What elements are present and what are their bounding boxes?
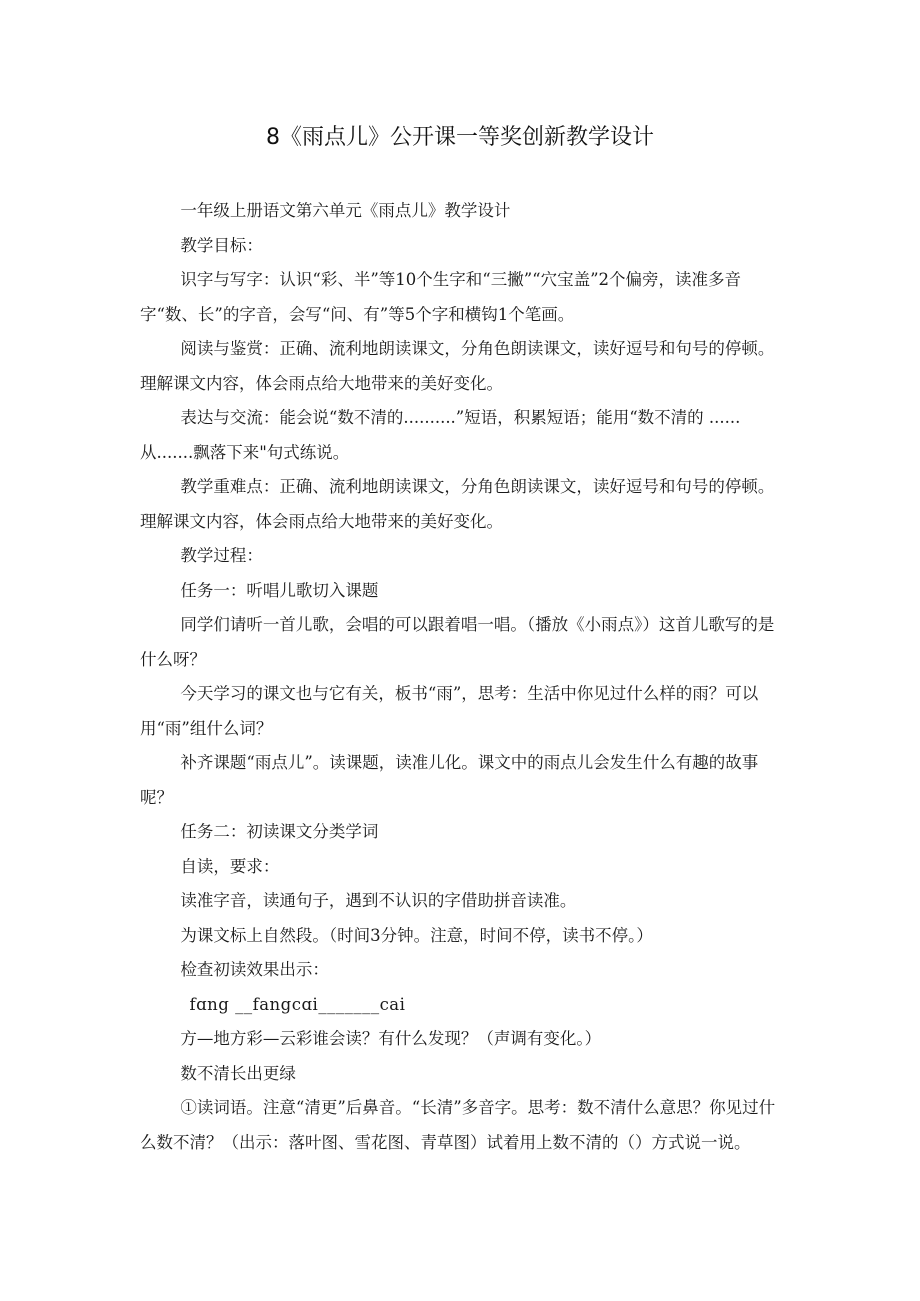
paragraph-word-list: 数不清长出更绿 <box>180 1063 296 1083</box>
document-body <box>140 194 784 1160</box>
paragraph-song: 同学们请听一首儿歌，会唱的可以跟着唱一唱。（播放《小雨点》）这首儿歌写的是什么呀？ <box>140 615 775 669</box>
paragraph-key-points: 教学重难点：正确、流利地朗读课文，分角色朗读课文，读好逗号和句号的停顿。理解课文内容，体会雨点给大地带来的美好变化。 <box>140 477 775 531</box>
paragraph-literacy: 识字与写字：认识“彩、半”等10个生字和“三撇”“穴宝盖”2个偏旁，读准多音字“数、长”的字音，会写“问、有”等5个字和横钩1个笔画。 <box>140 270 742 324</box>
paragraph-objectives-heading: 教学目标： <box>180 235 263 255</box>
paragraph-title-complete: 补齐课题“雨点儿”。读课题，读准儿化。课文中的雨点儿会发生什么有趣的故事呢？ <box>140 753 759 807</box>
document-title: 8《雨点儿》公开课一等奖创新教学设计 <box>266 125 654 150</box>
paragraph-task-one: 任务一：听唱儿歌切入课题 <box>180 580 379 600</box>
paragraph-intro: 一年级上册语文第六单元《雨点儿》教学设计 <box>180 201 511 220</box>
paragraph-task-two: 任务二：初读课文分类学词 <box>180 822 379 841</box>
paragraph-expression: 表达与交流：能会说“数不清的..........”短语，积累短语；能用“数不清的 ......从.......飘落下来"句式练说。 <box>140 408 741 462</box>
paragraph-read-words: ①读词语。注意“清更”后鼻音。“长清”多音字。思考：数不清什么意思？你见过什么数不清？（出示：落叶图、雪花图、青草图）试着用上数不清的（）方式说一说。 <box>140 1098 776 1152</box>
paragraph-read-accurately: 读准字音，读通句子，遇到不认识的字借助拼音读准。 <box>180 891 577 910</box>
paragraph-self-read: 自读，要求： <box>180 856 280 876</box>
paragraph-check-reading: 检查初读效果出示： <box>180 960 329 979</box>
paragraph-rain-word: 今天学习的课文也与它有关，板书“雨”，思考：生活中你见过什么样的雨？可以用“雨”组什么词？ <box>140 684 759 738</box>
paragraph-pinyin: fɑng __fangcɑi_______cai <box>189 994 406 1014</box>
paragraph-tones: 方—地方彩—云彩谁会读？有什么发现？（声调有变化。） <box>180 1029 602 1048</box>
paragraph-mark-sections: 为课文标上自然段。（时间3分钟。注意，时间不停，读书不停。） <box>180 925 653 945</box>
paragraph-process-heading: 教学过程： <box>180 546 263 565</box>
paragraph-reading: 阅读与鉴赏：正确、流利地朗读课文，分角色朗读课文，读好逗号和句号的停顿。理解课文内容，体会雨点给大地带来的美好变化。 <box>140 339 775 393</box>
